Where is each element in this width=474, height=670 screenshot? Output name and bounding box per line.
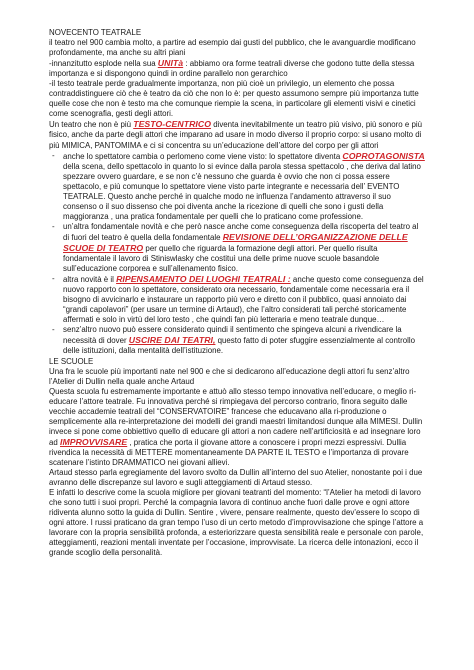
highlight-uscire: USCIRE DAI TEATRI, [128,335,216,346]
bullet-text: anche lo spettatore cambia o perlomeno come viene visto: lo spettatore diventa [63,151,343,161]
bullet-text: altra novità è il [63,275,117,285]
document-title: NOVECENTO TEATRALE [49,28,142,37]
intro-paragraph-3: -il testo teatrale perde gradualmente importanza, non più cioè un privilegio, un elemento che possa contraddistinguere ciò che è teatro da ciò che non lo è: per questo assumono sempre più importanza tutte quelle cose che non è testo ma che comunque riempie la scena, in particolare gli elementi visivi e cinetici come scenografia, gesti degli attori. [49,79,419,119]
intro-paragraph-2 [49,58,426,79]
bullet-mark: - [52,325,55,335]
bullet-text: un’altra fondamentale novità e che però nasce anche come conseguenza della riscoperta del teatro al di fuori del teatro è quella della fondamentale [63,221,419,242]
bullet-item-scuole [49,222,426,274]
scuole-paragraph-2 [49,387,426,468]
bullet-text: anche questo come conseguenza del nuovo rapporto con lo spettatore, considerato ora necessario, fondamentale come necessaria era il bisogno di avvicinarlo e instaurare un rapporto più vero e diretto con il pubblico, quasi annoiato dai “grandi capolavori” (per usare un termine di Artaud), che l’altro considerati tali perché storicamente affermati e solo in virtù del loro testo , che quindi fan più letteraria e meno teatrale dunque… [63,275,424,325]
scuole-paragraph-1: Una fra le scuole più importanti nate nel 900 e che si dedicarono all’educazione degli attori fu senz’altro l’Atelier di Dullin nella quale anche Artaud [49,366,410,386]
paragraph-testo-centrico [49,119,426,150]
intro-paragraph-1: il teatro nel 900 cambia molto, a partire ad esempio dai gusti del pubblico, che le avanguardie modificano profondamente, ma anche su altri piani [49,38,416,58]
highlight-unita: UNITà [157,58,184,69]
bullet-mark: - [52,221,55,231]
bullet-text: per quello che riguarda la formazione degli attori. Per quello risulta fondamentale il lavoro di Stiniswlasky che costituì una delle prime nuove scuole basandole sull’educazione corporea e sull’allenamento fisico. [63,243,380,274]
highlight-improvvisare: IMPROVVISARE [59,436,128,447]
bullet-item-spettatore [49,151,426,222]
highlight-testo-centrico: TESTO-CENTRICO [133,119,211,130]
bullet-mark: - [52,274,55,284]
bullet-item-uscire [49,325,426,356]
paragraph-text: Questa scuola fu estremamente importante e attuò allo stesso tempo innovativa nell’educare, o meglio ri-educare l’attore teatrale. Fu innovativa perché si rimpiegava del percorso contrario, finora seguito dalle vecchie accademie teatrali del “CONSERVATOIRE” francese che educavano alla ri-produzione o semplicemente alla re-interpretazione dei modelli dei grandi maestri limitandosi dunque alla MIMESI. Dullin invece si pone come obbiettivo quello di educare gli attori a non cadere nell’artificiosità e ad insegnare loro ad [49,386,423,447]
intro-text: : abbiamo ora forme teatrali diverse che godono tutte della stessa importanza e si dispongono quindi in ordine parallelo non gerarchico [49,59,415,79]
bullet-item-luoghi [49,274,426,325]
bullet-mark: - [52,150,55,160]
paragraph-text: , pratica che porta il giovane attore a conoscere i propri mezzi espressivi. Dullia rivendica la necessità di METTERE momentaneamente DA PARTE IL TESTO e l’importanza di provare scatenare l’istinto DRAMMATICO nei giovani allievi. [49,437,409,467]
intro-text: -innanzitutto esplode nella sua [49,59,158,69]
scuole-paragraph-3: Artaud stesso parla egregiamente del lavoro svolto da Dullin all’interno del suo Atelier, nonostante poi i due avranno delle discrepanze sul lavoro e sugli atteggiamenti di Artaud stesso. [49,468,423,488]
section-heading-scuole: LE SCUOLE [49,356,94,366]
scuole-paragraph-4: E infatti lo descrive come la scuola migliore per giovani teatranti del momento: “l’Atelier ha metodi di lavoro che sono tutti i suoi propri. Perché la compagnia lavora di continuo anche fuori dalle prove e ogni attore ridiventa alunno sotto la guida di Dullin. Sentire , vivere, pensare realmente, questo dev’essere lo scopo di ogni attore. I russi praticano da gran tempo l’uso di un certo metodo d’improvvisazione che spinge l’attore a lavorare con la propria sensibilità profonda, a esteriorizzare questa sensibilità reale e personale con parole, atteggiamenti, reazioni mentali inventate per l’occasione, improvvisate. La ricerca delle intonazioni, ecco il grande scoglio della personalità. [49,488,424,558]
bullet-text: senz’altro nuovo può essere considerato quindi il sentimento che spingeva alcuni a rivendicare la necessità di dover [63,325,402,346]
highlight-coprotagonista: COPROTAGONISTA [342,150,425,161]
bullet-text: questo fatto di poter sfuggire essenzialmente al controllo delle istituzioni, dalla mentalità dell’istituzione. [63,336,416,356]
bullet-text: della scena, dello spettacolo in quanto lo si evince dalla parola stessa spettacolo , che deriva dal latino spezzare ovvero guardare, e se non c’è nessuno che guarda è ovvio che non ci possa essere spettacolo, e più comunque lo spettatore viene visto parte integrante e necessaria dell’ EVENTO TEATRALE. Questo anche perché in qualche modo ne influenza l’andamento attraverso il suo consenso o il suo dissenso che poi diventa anche la ricezione di quelli che sono i gusti della maggioranza , una pratica fondamentale per quelli che lo praticano come professione. [63,161,421,221]
highlight-ripensamento: RIPENSAMENTO DEI LUOGHI TEATRALI : [116,274,291,285]
paragraph-text: Un teatro che non è più [49,120,134,130]
highlight-revisione: REVISIONE DELL’ORGANIZZAZIONE DELLE SCUOE DI TEATRO [63,231,408,253]
paragraph-text: diventa inevitabilmente un teatro più visivo, più sonoro e più fisico, anche da parte degli attori che imparano ad usare in modo diverso il proprio corpo: si usano molto di più MIMICA, PANTOMIMA e ci si concentra su un’educazione dell’attore del corpo per gli attori [49,120,422,150]
